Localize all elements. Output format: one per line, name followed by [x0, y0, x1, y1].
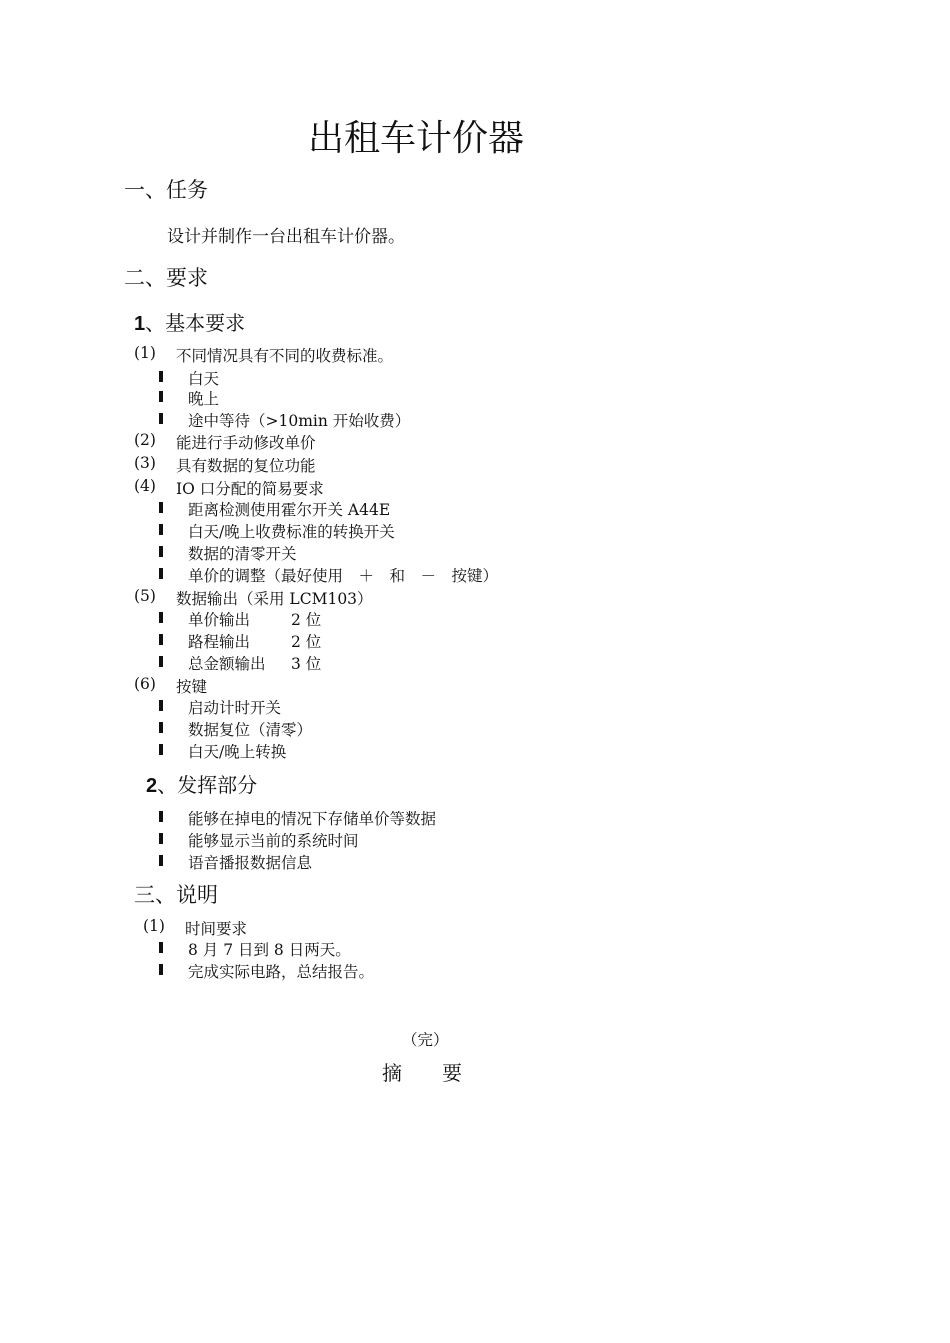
bullet-icon [159, 942, 163, 953]
bullet-item: 完成实际电路，总结报告。 [188, 963, 375, 981]
bullet-item: 8 月 7 日到 8 日两天。 [188, 941, 351, 959]
bullet-icon [159, 656, 163, 667]
bullet-icon [159, 502, 163, 513]
output-value: 3 位 [291, 655, 322, 673]
bullet-item: 晚上 [188, 390, 220, 408]
list-marker: (3) [134, 454, 156, 472]
list-marker: (6) [134, 675, 156, 693]
subheading-basic-requirements [134, 307, 245, 336]
bullet-item: 启动计时开关 [188, 699, 282, 717]
bullet-item: 途中等待（>10min 开始收费） [188, 412, 411, 430]
subheading-extended [146, 769, 257, 798]
bullet-icon [159, 833, 163, 844]
bullet-icon [159, 964, 163, 975]
subheading-number: 2 [146, 775, 158, 797]
section-heading-requirements: 二、要求 [124, 266, 208, 290]
list-item-text: 时间要求 [185, 920, 248, 938]
bullet-item: 距离检测使用霍尔开关 A44E [188, 501, 391, 519]
bullet-item: 白天/晚上收费标准的转换开关 [188, 523, 395, 541]
bullet-icon [159, 524, 163, 535]
bullet-item: 能够显示当前的系统时间 [188, 832, 359, 850]
list-marker: (5) [134, 587, 156, 605]
bullet-icon [159, 811, 163, 822]
task-text: 设计并制作一台出租车计价器。 [167, 227, 405, 247]
bullet-item: 数据的清零开关 [188, 545, 297, 563]
bullet-icon [159, 722, 163, 733]
output-value: 2 位 [291, 633, 322, 651]
bullet-icon [159, 413, 163, 424]
section-heading-notes: 三、说明 [134, 883, 218, 907]
list-marker: (2) [134, 431, 156, 449]
list-marker: (1) [134, 344, 156, 362]
output-value: 2 位 [291, 611, 322, 629]
output-label: 路程输出 [188, 633, 251, 651]
bullet-icon [159, 568, 163, 579]
bullet-item: 语音播报数据信息 [188, 854, 313, 872]
section-heading-task: 一、任务 [124, 178, 208, 202]
subheading-label: 、发挥部分 [157, 773, 258, 797]
bullet-icon [159, 744, 163, 755]
list-item-text: 能进行手动修改单价 [176, 434, 316, 452]
subheading-number: 1 [134, 313, 146, 335]
list-item-text: 按键 [176, 678, 208, 696]
bullet-item: 单价的调整（最好使用 ＋ 和 － 按键） [188, 567, 499, 585]
list-marker: (1) [143, 917, 165, 935]
abstract-heading: 摘 要 [382, 1061, 462, 1085]
bullet-item: 能够在掉电的情况下存储单价等数据 [188, 810, 437, 828]
list-item-text: IO 口分配的简易要求 [176, 480, 324, 498]
output-label: 单价输出 [188, 611, 251, 629]
list-item-text: 具有数据的复位功能 [176, 457, 316, 475]
bullet-item: 白天/晚上转换 [188, 743, 287, 761]
list-item-text: 数据输出（采用 LCM103） [176, 590, 373, 608]
bullet-icon [159, 546, 163, 557]
bullet-icon [159, 612, 163, 623]
bullet-icon [159, 371, 163, 382]
output-label: 总金额输出 [188, 655, 266, 673]
list-item-text: 不同情况具有不同的收费标准。 [176, 347, 394, 365]
bullet-icon [159, 391, 163, 402]
list-marker: (4) [134, 477, 156, 495]
document-title: 出租车计价器 [308, 118, 525, 159]
bullet-icon [159, 634, 163, 645]
bullet-item: 白天 [188, 370, 220, 388]
subheading-label: 、基本要求 [145, 311, 246, 335]
bullet-icon [159, 855, 163, 866]
bullet-icon [159, 700, 163, 711]
bullet-item: 数据复位（清零） [188, 721, 313, 739]
end-mark: （完） [402, 1031, 449, 1049]
